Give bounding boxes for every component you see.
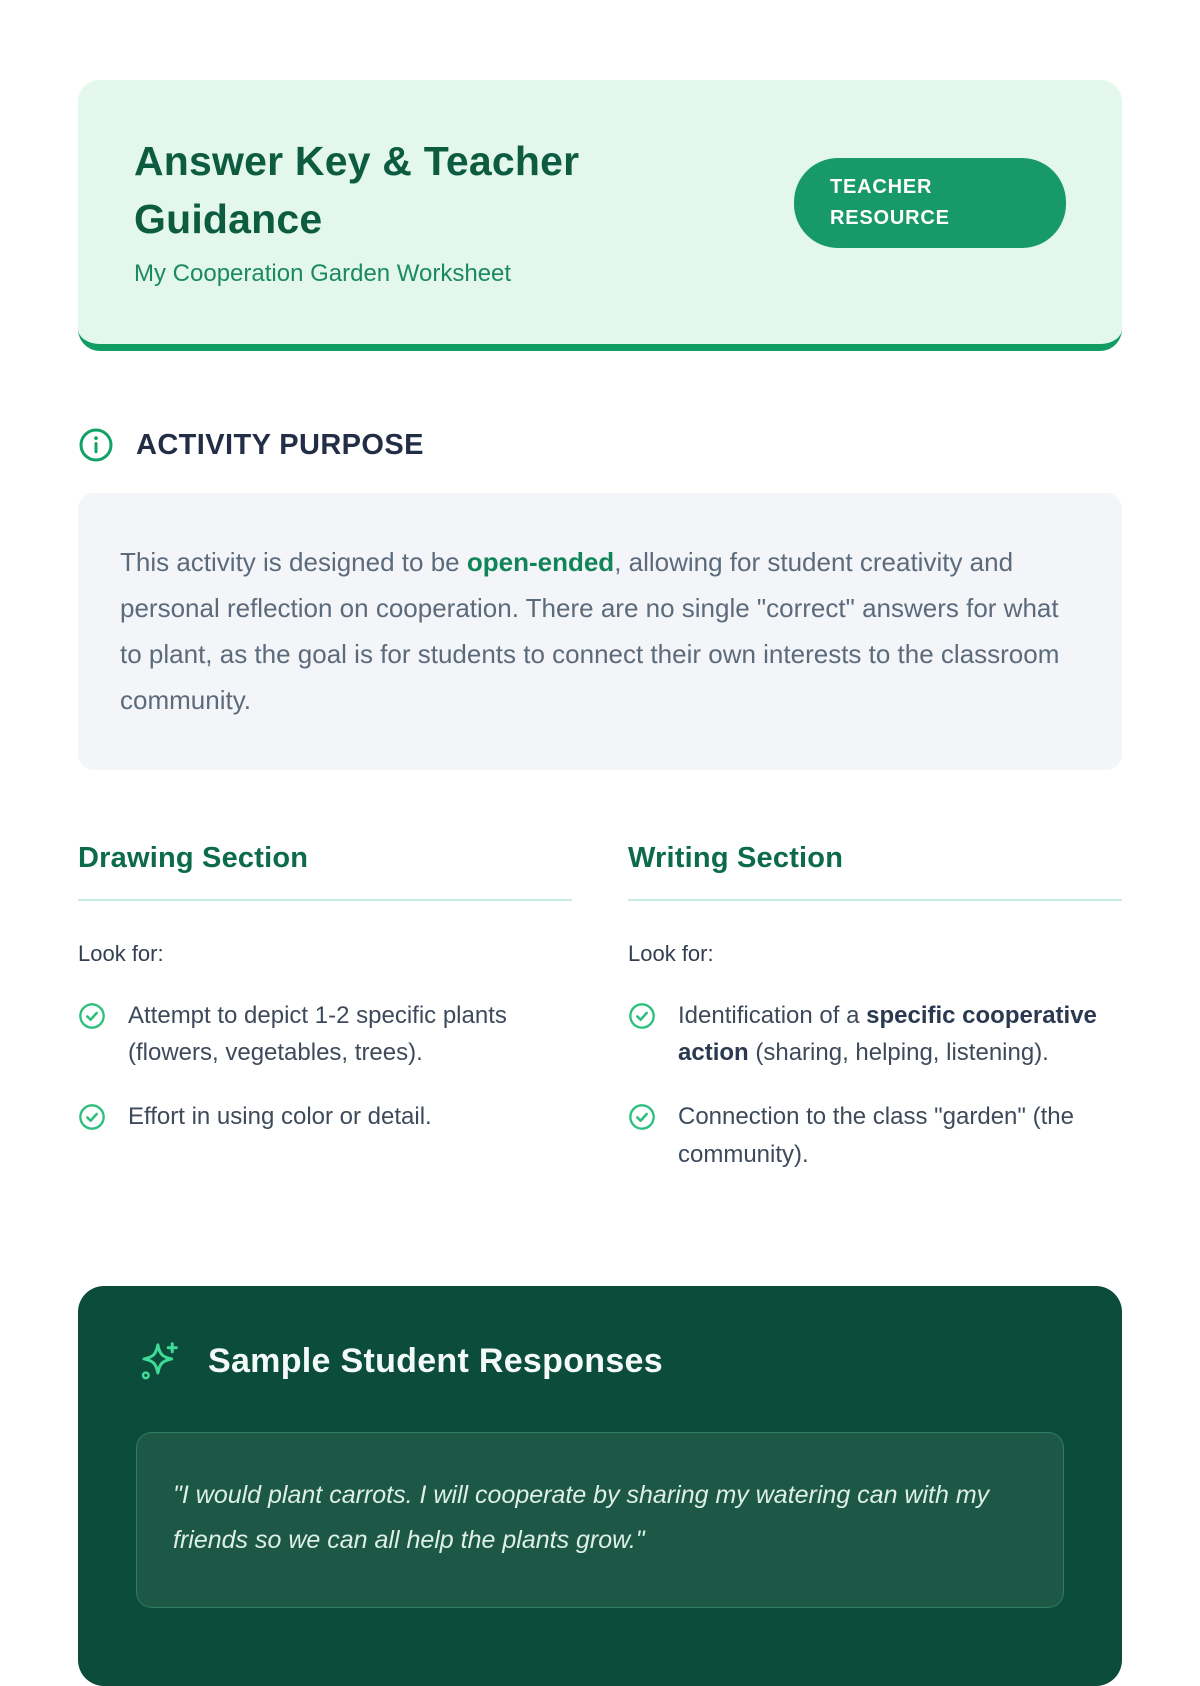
list-item-text <box>678 997 1122 1073</box>
sample-quote: "I would plant carrots. I will cooperate by sharing my watering can with my friends so we can all help the plants grow." <box>136 1432 1064 1608</box>
check-circle-icon <box>78 1103 106 1131</box>
sample-responses-title: Sample Student Responses <box>208 1341 663 1380</box>
teacher-resource-badge: TEACHER RESOURCE <box>794 158 1066 248</box>
look-for-label: Look for: <box>628 940 714 966</box>
writing-section-title: Writing Section <box>628 841 844 874</box>
list-item <box>628 997 1122 1073</box>
list-item <box>78 1098 572 1136</box>
activity-purpose-title: ACTIVITY PURPOSE <box>136 428 424 461</box>
list-item <box>628 1098 1122 1174</box>
purpose-text-before: This activity is designed to be <box>120 547 467 578</box>
list-item-text <box>128 997 572 1073</box>
purpose-highlight: open-ended <box>466 547 615 578</box>
item-text-pre: Attempt to depict 1-2 specific plants (flowers, vegetables, trees). <box>128 1001 507 1067</box>
purpose-text-after: , allowing for student creativity and personal reflection on cooperation. There are no single "correct" answers for what to plant, as the goal is for students to connect their own interests to the classroom community. <box>120 547 1060 716</box>
item-text-pre: Connection to the class "garden" (the community). <box>678 1103 1074 1169</box>
item-text-post: (sharing, helping, listening). <box>748 1039 1049 1067</box>
activity-purpose-header <box>78 427 1122 463</box>
sample-responses-header <box>136 1338 1064 1384</box>
list-item-text <box>678 1098 1122 1174</box>
page-title: Answer Key & Teacher Guidance <box>134 138 580 243</box>
item-text-pre: Effort in using color or detail. <box>128 1103 432 1131</box>
list-item <box>78 997 572 1073</box>
sparkles-icon <box>136 1338 182 1384</box>
list-item-text <box>128 1098 432 1136</box>
writing-check-list <box>628 997 1122 1175</box>
section-divider <box>628 899 1122 901</box>
check-circle-icon <box>628 1002 656 1030</box>
info-icon <box>78 427 114 463</box>
drawing-section-title: Drawing Section <box>78 841 309 874</box>
sample-responses-card <box>78 1286 1122 1686</box>
header-text-group <box>134 132 694 288</box>
look-for-label: Look for: <box>78 940 164 966</box>
item-text-pre: Identification of a <box>678 1001 867 1029</box>
activity-purpose-box <box>78 493 1122 769</box>
drawing-check-list <box>78 997 572 1137</box>
guidance-columns <box>78 842 1122 1201</box>
header-card <box>78 80 1122 351</box>
check-circle-icon <box>628 1103 656 1131</box>
writing-section-column <box>628 842 1122 1201</box>
check-circle-icon <box>78 1002 106 1030</box>
section-divider <box>78 899 572 901</box>
page-subtitle: My Cooperation Garden Worksheet <box>134 260 512 288</box>
drawing-section-column <box>78 842 572 1201</box>
item-text-bold: specific cooperative action <box>678 1001 1097 1067</box>
